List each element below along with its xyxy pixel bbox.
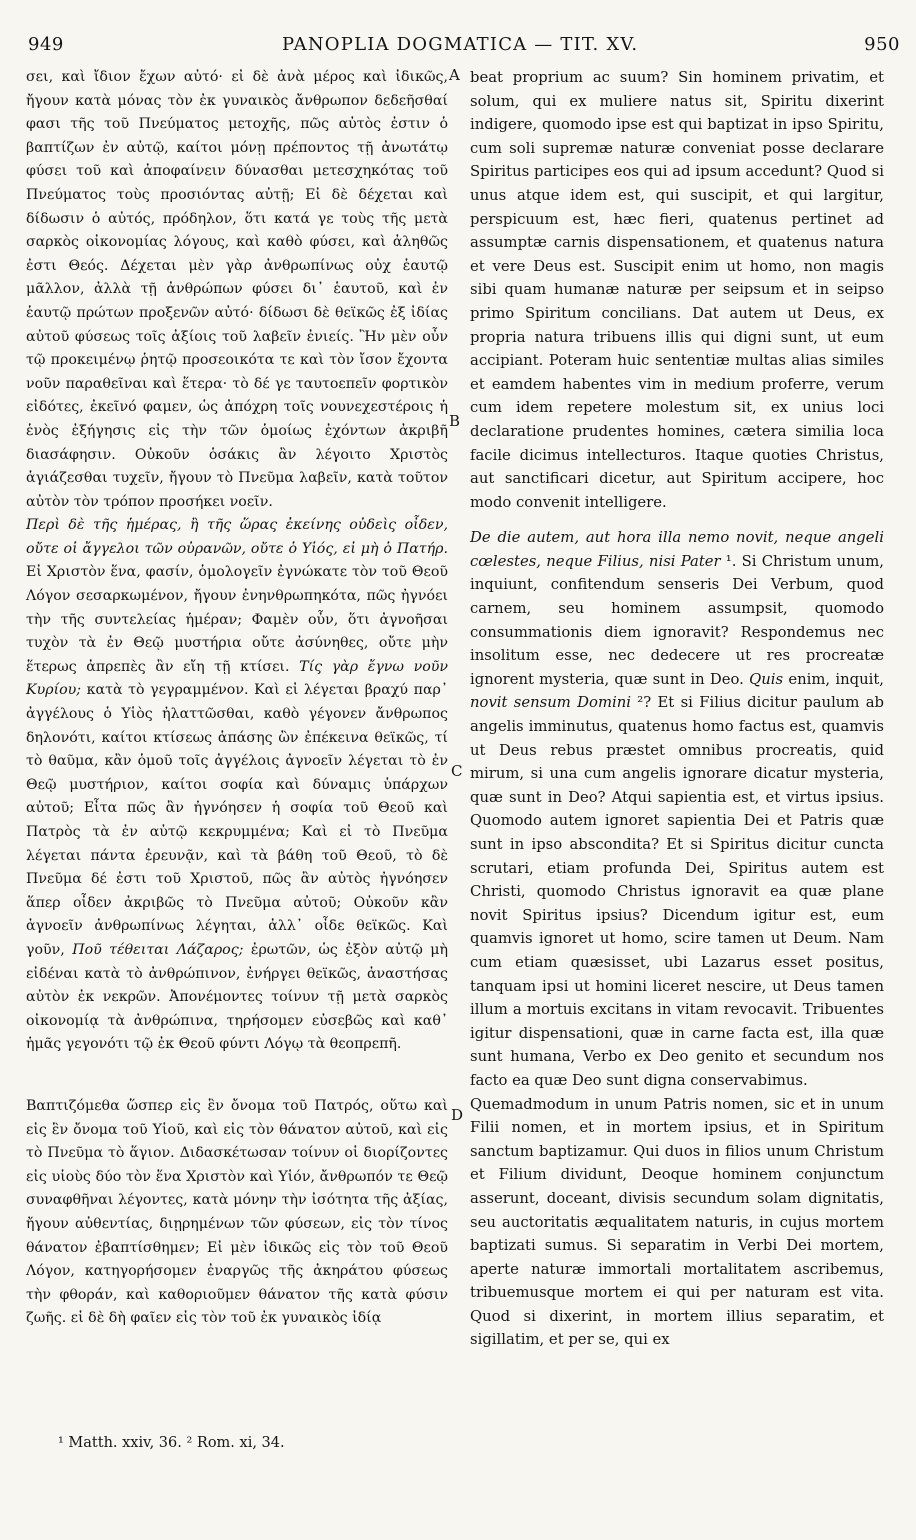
latin-text-segment: Et si Filius dicitur paulum ab angelis imminutus, quatenus homo factus est, quamvis ut Deus rebus præstet omnibus procreatis, quid mirum, si una cum angelis ignorare dicatur mysteria, quæ sunt in Deo? Atqui sapientia est, et virtus ipsius. Quomodo autem ignoret sapientia Dei et Patris quæ sunt in ipso abscondita? Et si Spiritus dicitur cuncta scrutari, etiam profunda Dei, Spiritus autem est Christi, quomodo Christus ignoravit ea quæ plane novit Spiritus ipsius? Dicendum igitur est, eum quamvis ignoret ut homo, scire tamen ut Deum. Nam cum etiam quæsisset, ubi Lazarus esset positus, tanquam ipsi ut homini liceret nescire, ut Deus tamen illum a mortuis excitans in vitam revocavit. Tribuentes igitur dispensationi, quæ in carne facta est, illa quæ sunt humana, Verbo ex Deo genito et secundum nos facto ea quæ Deo sunt digna conservabimus. bbox=[470, 694, 884, 1089]
latin-paragraph-2 bbox=[470, 526, 884, 1092]
greek-quotation: Ποῦ τέθειται Λάζαρος; bbox=[72, 941, 244, 958]
margin-marker-d: D bbox=[451, 1106, 464, 1124]
footnote-ref: ²? bbox=[630, 694, 652, 712]
margin-marker-b: B bbox=[449, 412, 461, 430]
latin-quotation: Quis bbox=[749, 670, 784, 688]
greek-text-segment: Εἰ Χριστὸν ἕνα, φασίν, ὁμολογεῖν ἐγνώκατε τὸν τοῦ Θεοῦ Λόγον σεσαρκωμένον, ἤγουν ἐνηνθρωπηκότα, πῶς ἠγνόει τὴν τῆς συντελείας ἡμέραν; Φαμὲν οὖν, ὅτι ἀγνοῆσαι τυχὸν τὰ ἐν Θεῷ μυστήρια οὔτε ἀσύνηθες, οὔτε μὴν ἕτερως ἀπρεπὲς ἂν εἴη τῇ κτίσει. bbox=[26, 564, 448, 675]
margin-marker-c: C bbox=[451, 762, 463, 780]
greek-text-segment: ἐρωτῶν, ὡς ἐξὸν αὐτῷ μὴ εἰδέναι κατὰ τὸ ἀνθρώπινον, ἐνήργει θεϊκῶς, ἀναστήσας αὐτὸν ἐκ νεκρῶν. Ἀπονέμοντες τοίνυν τῇ μετὰ σαρκὸς οἰκονομίᾳ τὰ ἀνθρώπινα, τηρήσομεν εὐσεβῶς καὶ καθ᾽ ἡμᾶς γεγονότι τῷ ἐκ Θεοῦ φύντι Λόγῳ τὰ θεοπρεπῆ. bbox=[26, 941, 449, 1053]
greek-column bbox=[26, 66, 448, 1331]
greek-paragraph-2 bbox=[26, 514, 448, 1057]
greek-lemma: Περὶ δὲ τῆς ἡμέρας, ἢ τῆς ὥρας ἐκείνης οὐδεὶς οἶδεν, οὔτε οἱ ἄγγελοι τῶν οὐρανῶν, οὔτε ὁ Υἱός, εἰ μὴ ὁ Πατήρ. bbox=[26, 517, 448, 557]
latin-text-segment: enim, inquit, bbox=[783, 670, 884, 688]
running-title: PANOPLIA DOGMATICA — TIT. XV. bbox=[282, 34, 639, 55]
page-number-right: 950 bbox=[864, 34, 900, 55]
greek-paragraph-1: σει, καὶ ἴδιον ἔχων αὐτό· εἰ δὲ ἀνὰ μέρος καὶ ἰδικῶς, ἤγουν κατὰ μόνας τὸν ἐκ γυναικὸς ἄνθρωπον δεδεῆσθαί φασι τῆς τοῦ Πνεύματος μετοχῆς, πῶς αὐτὸς ἐστιν ὁ βαπτίζων ἐν αὐτῷ, καίτοι μόνῃ πρέποντος τῇ ἀνωτάτῳ φύσει τοῦ καὶ ἀποφαίνειν δύνασθαι μετεσχηκότας τοῦ Πνεύματος τοὺς προσιόντας αὐτῇ; Εἰ δὲ δέχεται καὶ δίδωσιν ὁ αὐτός, πρόδηλον, ὅτι κατά γε τοὺς τῆς μετὰ σαρκὸς οἰκονομίας λόγους, καὶ καθὸ φύσει, καὶ ἀληθῶς ἐστι Θεός. Δέχεται μὲν γὰρ ἀνθρωπίνως οὐχ ἑαυτῷ μᾶλλον, ἀλλὰ τῇ ἀνθρώπων φύσει δι᾽ ἑαυτοῦ, καὶ ἐν ἑαυτῷ πρώτων προξενῶν αὐτό· δίδωσι δὲ θεϊκῶς ἐξ ἰδίας αὐτοῦ φύσεως τοῖς ἀξίοις τοῦ λαβεῖν ἐνιείς. Ἢν μὲν οὖν τῷ προκειμένῳ ῥητῷ προσεοικότα τε καὶ τὸν ἴσον ἔχοντα νοῦν παραθεῖναι καὶ ἕτερα· τὸ δέ γε ταυτοεπεῖν φορτικὸν εἰδότες, ἐκεῖνό φαμεν, ὡς ἀπόχρη τοῖς νουνεχεστέροις ἡ ἑνὸς ἐξήγησις εἰς τὴν τῶν ὁμοίως ἐχόντων ἀκριβῆ διασάφησιν. Οὐκοῦν ὁσάκις ἂν λέγοιτο Χριστὸς ἁγιάζεσθαι τυχεῖν, ἤγουν τὸ Πνεῦμα λαβεῖν, κατὰ τοῦτον αὐτὸν τὸν τρόπον προσήκει νοεῖν. bbox=[26, 69, 448, 510]
footnotes: ¹ Matth. xxiv, 36. ² Rom. xi, 34. bbox=[58, 1435, 285, 1451]
latin-quotation: novit sensum Domini bbox=[470, 694, 631, 712]
running-header bbox=[0, 34, 916, 58]
latin-paragraph-1: beat proprium ac suum? Sin hominem privatim, et solum, qui ex muliere natus sit, Spiritu dixerint indigere, quomodo ipse est qui baptizat in ipso Spiritu, cum soli supremæ naturæ conveniat posse declarare Spiritus participes eos qui ad ipsum accedunt? Quod si unus atque idem est, qui suscipit, et qui largitur, perspicuum est, hæc fieri, quatenus pertinet ad assumptæ carnis dispensationem, et quatenus natura et vere Deus est. Suscipit enim ut homo, non magis sibi quam humanæ naturæ per seipsum et in seipso primo Spiritum concilians. Dat autem ut Deus, ex propria natura tribuens illis qui digni sunt, ut eum accipiant. Poteram huic sententiæ multas alias similes et eamdem habentes vim in medium proferre, verum cum idem repetere molestum sit, ex unius loci declaratione prudentes homines, cætera similia loca facile dicimus intellecturos. Itaque quoties Christus, aut sanctificari dicetur, aut Spiritum accipere, hoc modo convenit intelligere. bbox=[470, 69, 884, 511]
paragraph-gap bbox=[26, 1057, 448, 1095]
latin-paragraph-3: Quemadmodum in unum Patris nomen, sic et in unum Filii nomen, et in mortem ipsius, et in Spiritum sanctum baptizamur. Qui duos in filios unum Christum et Filium dividunt, Deoque hominem conjunctum asserunt, doceant, divisis secundum solam dignitatis, seu auctoritatis æqualitatem naturis, in cujus mortem baptizati sumus. Si separatim in Verbi Dei mortem, aperte naturæ immortali mortalitatem ascribemus, tribuemusque mortem ei qui per naturam est vita. Quod si dixerint, in mortem illius separatim, et sigillatim, et per se, qui ex bbox=[470, 1095, 884, 1349]
margin-marker-a: A bbox=[449, 66, 460, 84]
latin-text-segment: Si Christum unum, inquiunt, confitendum senseris Dei Verbum, quod carnem, seu hominem assumpsit, quomodo consummationis diem ignoravit? Respondemus nec insolitum esse, nec dedecere ut res procreatæ ignorent mysteria, quæ sunt in Deo. bbox=[470, 552, 884, 688]
footnote-ref: ¹. bbox=[720, 552, 737, 570]
latin-lemma: De die autem, aut hora illa nemo novit, neque angeli cœlestes, neque Filius, nisi Pater bbox=[470, 529, 884, 570]
latin-column bbox=[470, 66, 884, 1352]
greek-text-segment: κατὰ τὸ γεγραμμένον. Καὶ εἰ λέγεται βραχύ παρ᾽ ἀγγέλους ὁ Υἱὸς ἠλαττῶσθαι, καθὸ γέγονεν ἄνθρωπος δηλονότι, καίτοι κτίσεως ἁπάσης ὢν ἐπέκεινα θεϊκῶς, τί τὸ θαῦμα, κἂν ὁμοῦ τοῖς ἀγγέλοις ἀγνοεῖν λέγεται τὸ ἐν Θεῷ μυστήριον, καίτοι σοφία καὶ δύναμις ὑπάρχων αὐτοῦ; Εἶτα πῶς ἂν ἠγνόησεν ἡ σοφία τοῦ Θεοῦ καὶ Πατρὸς τὰ ἐν αὐτῷ κεκρυμμένα; Καὶ εἰ τὸ Πνεῦμα λέγεται πάντα ἐρευνᾷν, καὶ τὰ βάθη τοῦ Θεοῦ, τὸ δὲ Πνεῦμα δέ ἐστι τοῦ Χριστοῦ, πῶς ἂν αὐτὸς ἠγνόησεν ἅπερ οἶδεν ἀκριβῶς τὸ Πνεῦμα αὐτοῦ; Οὐκοῦν κἂν ἀγνοεῖν ἀνθρωπίνως λέγηται, ἀλλ᾽ οἶδε θεϊκῶς. Καὶ γοῦν, bbox=[26, 682, 448, 958]
greek-quotation: Τίς γὰρ ἔγνω νοῦν Κυρίου; bbox=[26, 658, 449, 699]
greek-paragraph-3: Βαπτιζόμεθα ὥσπερ εἰς ἓν ὄνομα τοῦ Πατρός, οὕτω καὶ εἰς ἓν ὄνομα τοῦ Υἱοῦ, καὶ εἰς τὸν θάνατον αὐτοῦ, καὶ εἰς τὸ Πνεῦμα τὸ ἅγιον. Διδασκέτωσαν τοίνυν οἱ διορίζοντες εἰς υἱοὺς δύο τὸν ἕνα Χριστὸν καὶ Υἱόν, ἄνθρωπόν τε Θεῷ συναφθῆναι λέγοντες, κατὰ μόνην τὴν ἰσότητα τῆς ἀξίας, ἤγουν αὐθεντίας, διῃρημένων τῶν φύσεων, εἰς τὸν τίνος θάνατον ἐβαπτίσθημεν; Εἰ μὲν ἰδικῶς εἰς τὸν τοῦ Θεοῦ Λόγον, κατηγορήσομεν ἐναργῶς τῆς ἀκηράτου φύσεως τὴν φθοράν, καὶ καθοριοῦμεν θάνατον τῆς κατὰ φύσιν ζωῆς. εἰ δὲ δὴ φαῖεν εἰς τὸν τοῦ ἐκ γυναικὸς ἰδίᾳ bbox=[26, 1097, 448, 1327]
page-number-left: 949 bbox=[28, 34, 64, 55]
paragraph-gap bbox=[470, 514, 884, 526]
